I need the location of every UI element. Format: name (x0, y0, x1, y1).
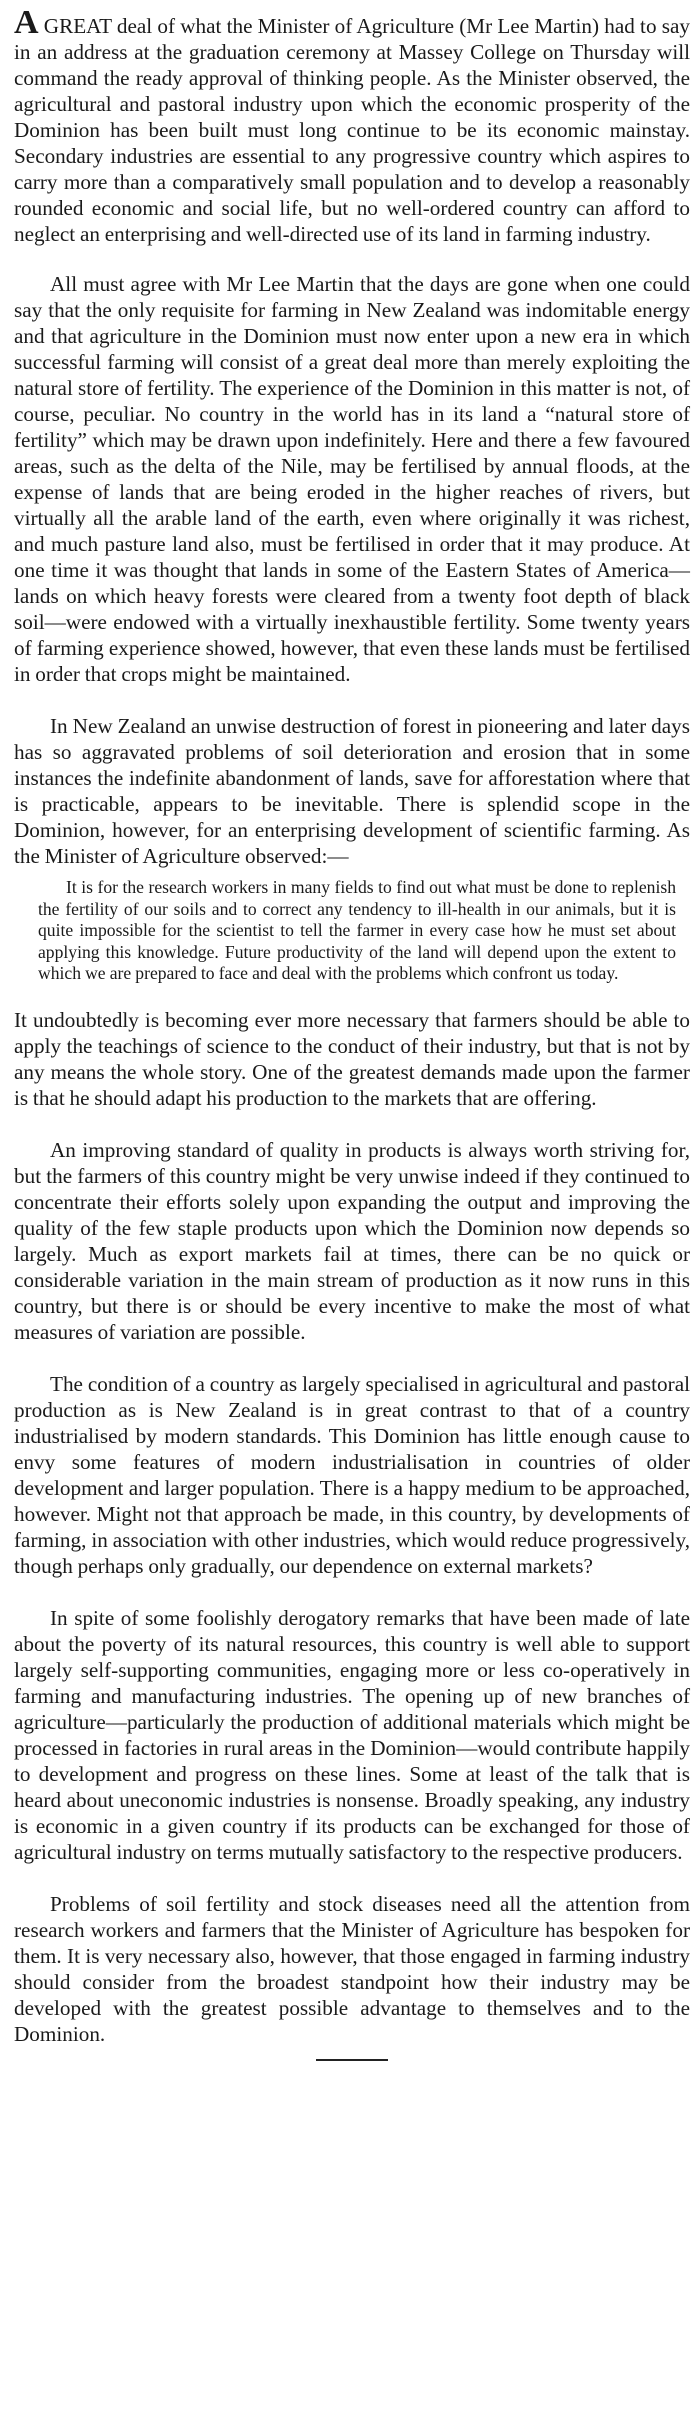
paragraph-4: It undoubtedly is becoming ever more necessary that farmers should be able to apply the teachings of science to the conduct of their industry, but that is not by any means the whole story. One of the greatest demands made upon the farmer is that he should adapt his production to the markets that are offering. (14, 1007, 690, 1110)
paragraph-8: Problems of soil fertility and stock diseases need all the attention from research workers and farmers that the Minister of Agriculture has bespoken for them. It is very necessary also, however, that those engaged in farming industry should consider from the broadest standpoint how their industry may be developed with the greatest possible advantage to themselves and to the Dominion. (14, 1891, 690, 2046)
paragraph-2: All must agree with Mr Lee Martin that the days are gone when one could say that the only requisite for farming in New Zealand was indomitable energy and that agriculture in the Dominion must now enter upon a new era in which successful farming will consist of a great deal more than merely exploiting the natural store of fertility. The experience of the Dominion in this matter is not, of course, peculiar. No country in the world has in its land a “natural store of fertility” which may be drawn upon indefinitely. Here and there a few favoured areas, such as the delta of the Nile, may be fertilised by annual floods, at the expense of lands that are being eroded in the higher reaches of rivers, but virtually all the arable land of the earth, even where originally it was richest, and much pasture land also, must be fertilised in order that it may produce. At one time it was thought that lands in some of the Eastern States of America—lands on which heavy forests were cleared from a twenty foot depth of black soil—were endowed with a virtually inexhaustible fertility. Some twenty years of farming experience showed, however, that even these lands must be fertilised in order that crops might be maintained. (14, 272, 690, 686)
paragraph-3: In New Zealand an unwise destruction of forest in pioneering and later days has so aggravated problems of soil deterioration and erosion that in some instances the indefinite abandonment of lands, save for afforestation where that is practicable, appears to be inevitable. There is splendid scope in the Dominion, however, for an enterprising development of scientific farming. As the Minister of Agriculture observed:— (14, 714, 690, 868)
paragraph-6: The condition of a country as largely specialised in agricultural and pastoral production as is New Zealand is in great contrast to that of a country industrialised by modern standards. This Dominion has little enough cause to envy some features of modern industrialisation in countries of older development and larger population. There is a happy medium to be approached, however. Might not that approach be made, in this country, by developments of farming, in association with other industries, which would reduce progressively, though perhaps only gradually, our dependence on external markets? (14, 1371, 690, 1578)
paragraph-5: An improving standard of quality in products is always worth striving for, but the farmers of this country might be very unwise indeed if they continued to concentrate their efforts solely upon expanding the output and improving the quality of the few staple products upon which the Dominion now depends so largely. Much as export markets fail at times, there can be no quick or considerable variation in the main stream of production as it now runs in this country, but there is or should be every incentive to make the most of what measures of variation are possible. (14, 1137, 690, 1344)
paragraph-1-text: GREAT deal of what the Minister of Agriculture (Mr Lee Martin) had to say in an address at the graduation ceremony at Massey College on Thursday will command the ready approval of thinking people. As the Minister observed, the agricultural and pastoral industry upon which the economic prosperity of the Dominion has been built must long continue to be its economic mainstay. Secondary industries are essential to any progressive country which aspires to carry more than a comparatively small population and to develop a reasonably rounded economic and social life, but no well-ordered country can afford to neglect an enterprising and well-directed use of its land in farming industry. (14, 14, 690, 246)
minister-quote: It is for the research workers in many fields to find out what must be done to replenish the fertility of our soils and to correct any tendency to ill-health in our animals, but it is quite impossible for the scientist to tell the farmer in every case how he must set about applying this knowledge. Future productivity of the land will depend upon the extent to which we are prepared to face and deal with the problems which confront us today. (38, 877, 676, 983)
closing-rule (316, 2059, 388, 2061)
paragraph-7: In spite of some foolishly derogatory remarks that have been made of late about the poverty of its natural resources, this country is well able to support largely self-supporting communities, engaging more or less co-operatively in farming and manufacturing industries. The opening up of new branches of agriculture—particularly the production of additional materials which might be processed in factories in rural areas in the Dominion—would contribute happily to development and progress on these lines. Some at least of the talk that is heard about uneconomic industries is nonsense. Broadly speaking, any industry is economic in a given country if its products can be exchanged for those of agricultural industry on terms mutually satisfactory to the respective producers. (14, 1605, 690, 1864)
paragraph-1 (14, 4, 690, 247)
initial-letter: A (14, 4, 39, 41)
